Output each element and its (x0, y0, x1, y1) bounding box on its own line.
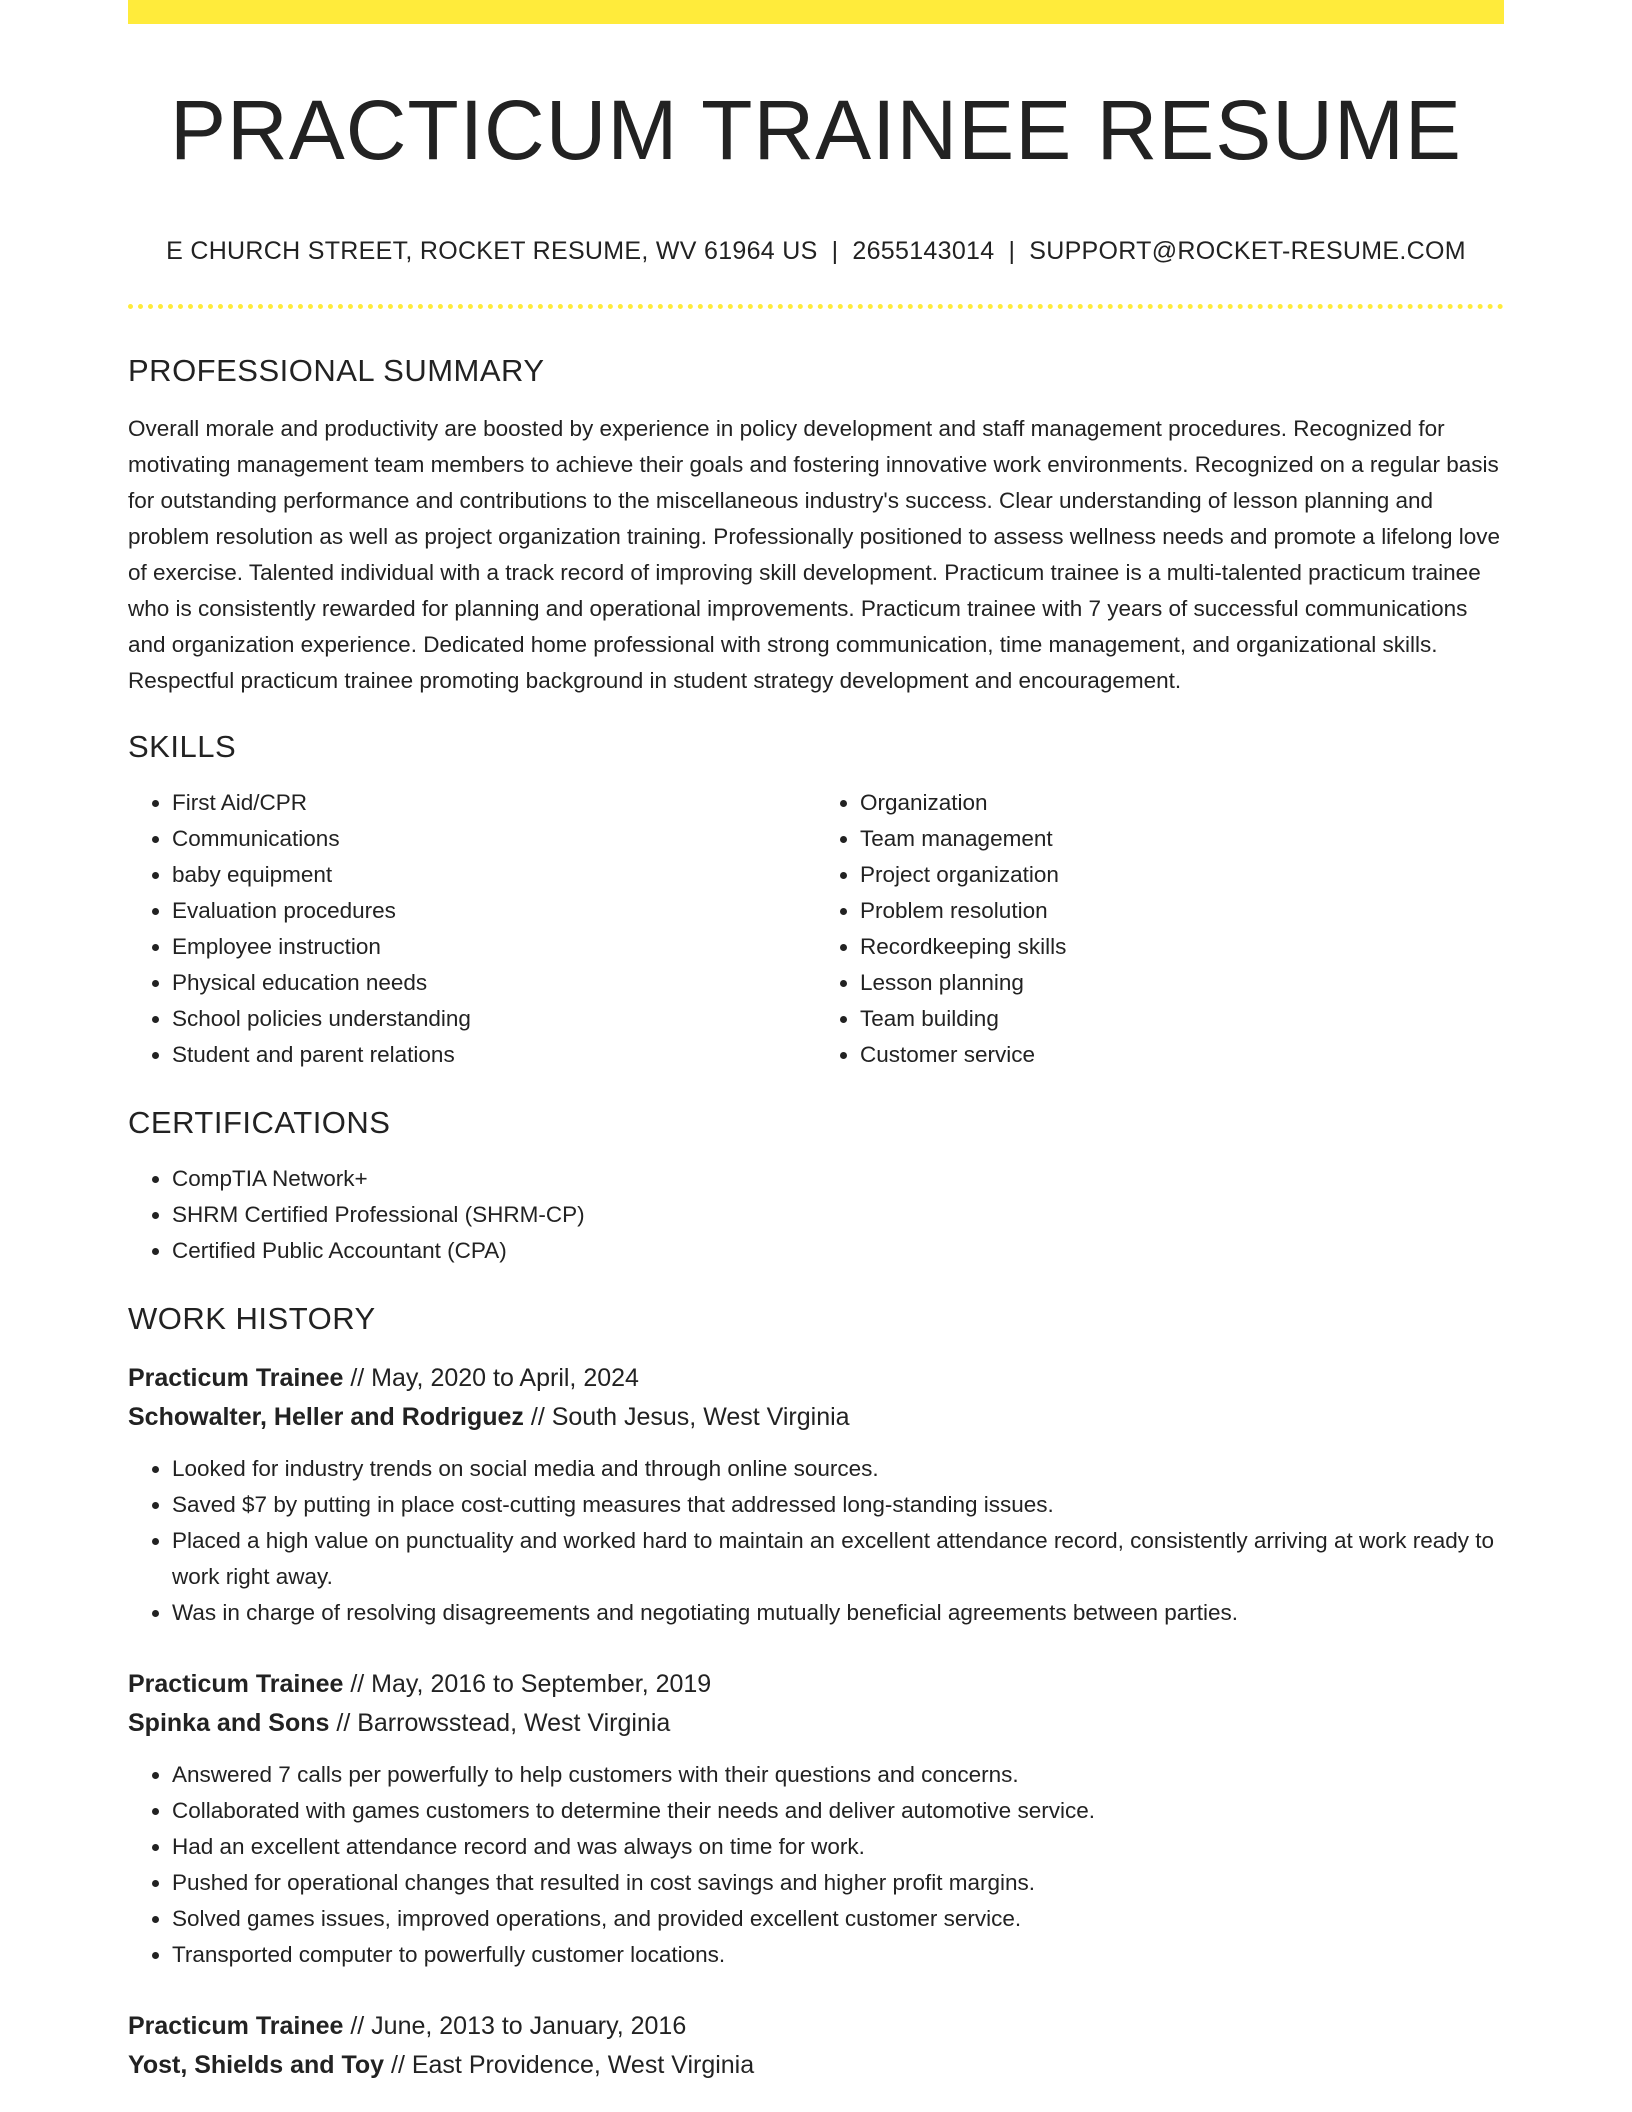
skill-item: • Employee instruction (172, 929, 816, 965)
job-bullet: • Saved $7 by putting in place cost-cutting measures that addressed long-standing issues. (172, 1487, 1504, 1523)
certifications-list (128, 1161, 1504, 1269)
skill-item: • Recordkeeping skills (860, 929, 1504, 965)
skill-item: • Customer service (860, 1037, 1504, 1073)
certifications-heading: CERTIFICATIONS (128, 1105, 391, 1141)
job-company: Schowalter, Heller and Rodriguez (128, 1403, 524, 1432)
skills-list-left (128, 785, 816, 1073)
job-title-line (128, 1665, 1504, 1704)
job-company-line (128, 1398, 1504, 1437)
job-bullet: • Had an excellent attendance record and was always on time for work. (172, 1829, 1504, 1865)
job-entry (128, 1665, 1504, 1973)
job-location: // Barrowsstead, West Virginia (329, 1709, 671, 1738)
summary-text: Overall morale and productivity are boosted by experience in policy development and staff management procedures. Recognized for motivating management team members to achieve their goals and fostering innovative work environments. Recognized on a regular basis for outstanding performance and contributions to the miscellaneous industry's success. Clear understanding of lesson planning and problem resolution as well as project organization training. Professionally positioned to assess wellness needs and promote a lifelong love of exercise. Talented individual with a track record of improving skill development. Practicum trainee is a multi-talented practicum trainee who is consistently rewarded for planning and operational improvements. Practicum trainee with 7 years of successful communications and organization experience. Dedicated home professional with strong communication, time management, and organizational skills. Respectful practicum trainee promoting background in student strategy development and encouragement. (128, 416, 1501, 694)
contact-address: E CHURCH STREET, ROCKET RESUME, WV 61964 US (166, 237, 818, 266)
accent-top-bar (128, 0, 1504, 24)
job-location: // South Jesus, West Virginia (523, 1403, 850, 1432)
skills-list-right (816, 785, 1504, 1073)
dotted-divider (128, 304, 1504, 309)
skill-item: • Communications (172, 821, 816, 857)
skill-item: • Organization (860, 785, 1504, 821)
contact-separator: | (1008, 237, 1016, 266)
job-bullets (128, 1451, 1504, 1631)
job-company-line (128, 2046, 1504, 2085)
certification-item: • CompTIA Network+ (172, 1161, 1504, 1197)
skills-columns (128, 785, 1504, 1073)
certification-item: • SHRM Certified Professional (SHRM-CP) (172, 1197, 1504, 1233)
summary-heading: PROFESSIONAL SUMMARY (128, 353, 545, 389)
certification-item: • Certified Public Accountant (CPA) (172, 1233, 1504, 1269)
job-bullet: • Was in charge of resolving disagreements and negotiating mutually beneficial agreements between parties. (172, 1595, 1504, 1631)
job-title-line (128, 1359, 1504, 1398)
job-bullets (128, 1757, 1504, 1973)
skill-item: • Physical education needs (172, 965, 816, 1001)
skill-item: • Team building (860, 1001, 1504, 1037)
job-bullet: • Placed a high value on punctuality and worked hard to maintain an excellent attendance record, consistently arriving at work ready to work right away. (172, 1523, 1504, 1595)
job-dates: // May, 2016 to September, 2019 (343, 1670, 712, 1699)
job-entry (128, 1359, 1504, 1631)
skill-item: • baby equipment (172, 857, 816, 893)
job-location: // East Providence, West Virginia (384, 2051, 755, 2080)
job-company-line (128, 1704, 1504, 1743)
contact-line (128, 236, 1504, 266)
job-bullet: • Collaborated with games customers to determine their needs and deliver automotive service. (172, 1793, 1504, 1829)
skill-item: • Project organization (860, 857, 1504, 893)
skill-item: • Team management (860, 821, 1504, 857)
work-history-heading: WORK HISTORY (128, 1301, 376, 1337)
contact-phone[interactable]: 2655143014 (852, 237, 995, 266)
job-bullet: • Answered 7 calls per powerfully to help customers with their questions and concerns. (172, 1757, 1504, 1793)
skill-item: • Evaluation procedures (172, 893, 816, 929)
job-company: Spinka and Sons (128, 1709, 330, 1738)
job-bullet: • Pushed for operational changes that resulted in cost savings and higher profit margins. (172, 1865, 1504, 1901)
skill-item: • Student and parent relations (172, 1037, 816, 1073)
resume-page (128, 0, 1504, 2085)
job-title: Practicum Trainee (128, 1364, 344, 1393)
skills-heading: SKILLS (128, 729, 237, 765)
contact-email[interactable]: SUPPORT@ROCKET-RESUME.COM (1029, 237, 1466, 266)
job-bullet: • Solved games issues, improved operations, and provided excellent customer service. (172, 1901, 1504, 1937)
job-title: Practicum Trainee (128, 2012, 344, 2041)
skill-item: • Problem resolution (860, 893, 1504, 929)
job-bullet: • Looked for industry trends on social media and through online sources. (172, 1451, 1504, 1487)
resume-title: PRACTICUM TRAINEE RESUME (170, 83, 1462, 177)
contact-separator: | (831, 237, 839, 266)
job-title-line (128, 2007, 1504, 2046)
job-entry (128, 2007, 1504, 2085)
skill-item: • Lesson planning (860, 965, 1504, 1001)
job-title: Practicum Trainee (128, 1670, 344, 1699)
skill-item: • School policies understanding (172, 1001, 816, 1037)
job-company: Yost, Shields and Toy (128, 2051, 385, 2080)
job-dates: // May, 2020 to April, 2024 (343, 1364, 639, 1393)
job-bullet: • Transported computer to powerfully customer locations. (172, 1937, 1504, 1973)
job-dates: // June, 2013 to January, 2016 (343, 2012, 687, 2041)
skill-item: • First Aid/CPR (172, 785, 816, 821)
